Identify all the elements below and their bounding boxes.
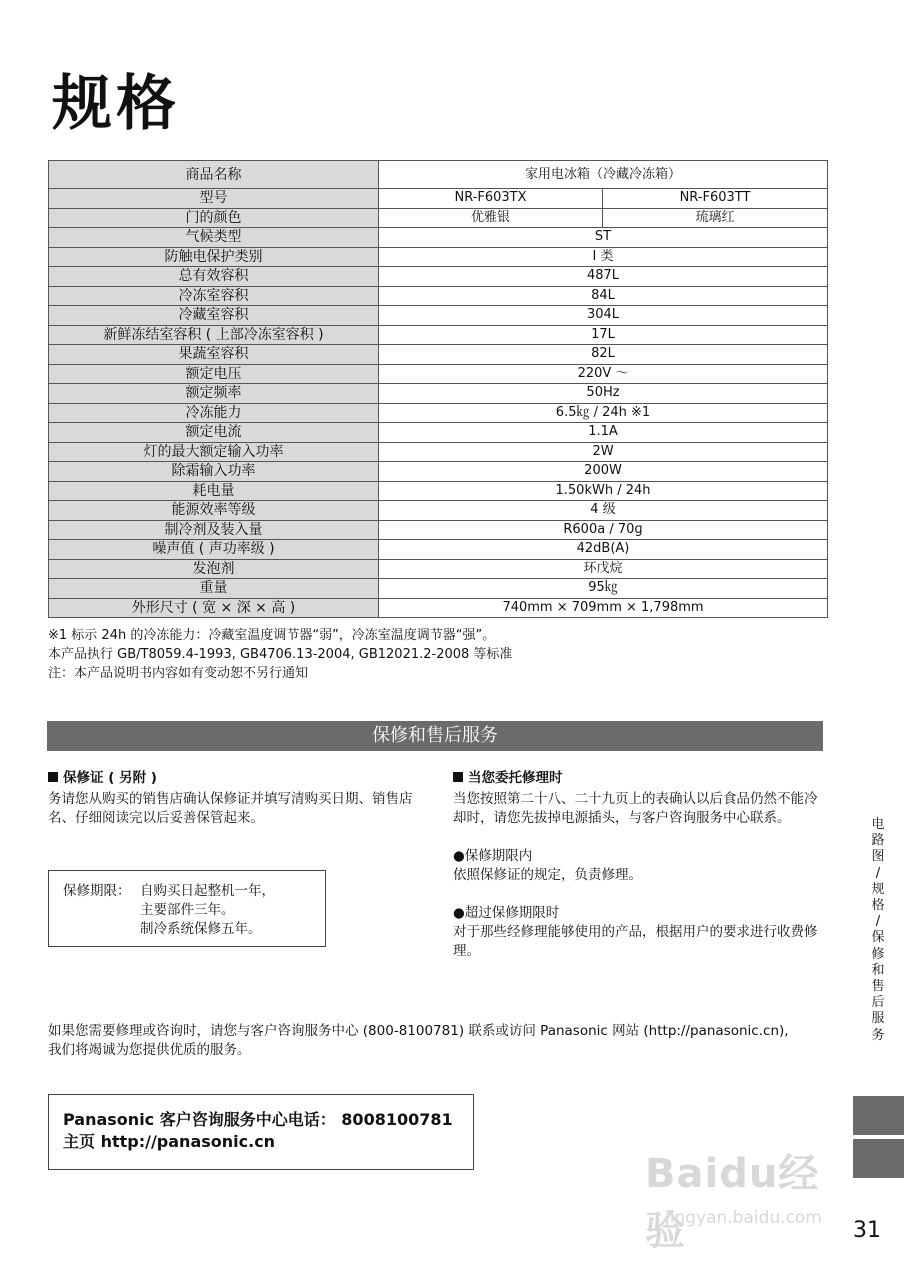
table-row	[49, 579, 828, 599]
spec-label-door-color: 门的颜色	[49, 208, 379, 228]
note-line: ※1 标示 24h 的冷冻能力：冷藏室温度调节器“弱”，冷冻室温度调节器“强”。	[48, 628, 496, 643]
spec-label-product-name: 商品名称	[49, 161, 379, 189]
spec-value: ST	[379, 228, 828, 248]
spec-label: 耗电量	[49, 481, 379, 501]
table-row	[49, 540, 828, 560]
table-row	[49, 384, 828, 404]
table-row	[49, 442, 828, 462]
warranty-line: 自购买日起整机一年，	[140, 883, 275, 899]
spec-value: 50Hz	[379, 384, 828, 404]
out-of-warranty-body: 对于那些经修理能够使用的产品，根据用户的要求进行收费修理。	[453, 924, 818, 959]
warranty-line: 制冷系统保修五年。	[140, 921, 262, 937]
spec-label: 额定频率	[49, 384, 379, 404]
table-row	[49, 161, 828, 189]
out-of-warranty-title: ●超过保修期限时	[453, 905, 560, 921]
spec-value: 487L	[379, 267, 828, 287]
spec-label-model: 型号	[49, 189, 379, 209]
spec-label: 发泡剂	[49, 559, 379, 579]
spec-value: 环戊烷	[379, 559, 828, 579]
spec-value: 1.50kWh / 24h	[379, 481, 828, 501]
table-row	[49, 345, 828, 365]
baidu-watermark	[645, 1138, 850, 1254]
table-row	[49, 481, 828, 501]
spec-value: 1.1A	[379, 423, 828, 443]
contact-text-2: 我们将竭诚为您提供优质的服务。	[48, 1042, 251, 1058]
table-row	[49, 520, 828, 540]
table-row	[49, 286, 828, 306]
spec-label: 能源效率等级	[49, 501, 379, 521]
spec-value-color-silver: 优雅银	[379, 208, 603, 228]
spec-label: 重量	[49, 579, 379, 599]
spec-value-model-tx: NR-F603TX	[379, 189, 603, 209]
table-row	[49, 325, 828, 345]
table-row	[49, 267, 828, 287]
section-title-service: 保修和售后服务	[47, 721, 823, 751]
table-row	[49, 559, 828, 579]
in-warranty-body: 依照保修证的规定，负责修理。	[453, 867, 642, 883]
table-row	[49, 306, 828, 326]
chapter-marker-block	[853, 1096, 904, 1135]
spec-value: 6.5㎏ / 24h ※1	[379, 403, 828, 423]
spec-label: 防触电保护类别	[49, 247, 379, 267]
spec-label: 冷藏室容积	[49, 306, 379, 326]
warranty-period-label: 保修期限：	[63, 883, 131, 899]
spec-label: 额定电流	[49, 423, 379, 443]
spec-notes	[48, 626, 512, 683]
warranty-period-lines	[140, 882, 275, 939]
spec-value: 220V ～	[379, 364, 828, 384]
note-line: 注：本产品说明书内容如有变动恕不另行通知	[48, 666, 309, 681]
spec-label: 噪声值 ( 声功率级 )	[49, 540, 379, 560]
table-row	[49, 462, 828, 482]
table-row	[49, 208, 828, 228]
homepage-link[interactable]: 主页 http://panasonic.cn	[63, 1132, 276, 1151]
spec-label: 总有效容积	[49, 267, 379, 287]
spec-value: 200W	[379, 462, 828, 482]
contact-text: 如果您需要修理或咨询时，请您与客户咨询服务中心 (800-8100781) 联系或访问 Panasonic 网站 (http://panasonic.cn),	[48, 1023, 789, 1039]
table-row	[49, 189, 828, 209]
hotline-phone: Panasonic 客户咨询服务中心电话： 8008100781	[63, 1110, 453, 1129]
spec-label: 除霜输入功率	[49, 462, 379, 482]
hotline-box	[48, 1094, 474, 1170]
spec-label: 新鲜冻结室容积 ( 上部冷冻室容积 )	[49, 325, 379, 345]
page-number: 31	[853, 1218, 881, 1243]
spec-value-color-red: 琉璃红	[603, 208, 828, 228]
table-row	[49, 403, 828, 423]
spec-label: 额定电压	[49, 364, 379, 384]
spec-value: 84L	[379, 286, 828, 306]
side-chapter-tab: 电 路 图 / 规 格 / 保 修 和 售 后 服 务	[871, 817, 885, 1043]
repair-heading: 当您委托修理时	[453, 769, 833, 788]
spec-value: 4 级	[379, 501, 828, 521]
table-row	[49, 364, 828, 384]
spec-value: 304L	[379, 306, 828, 326]
table-row	[49, 423, 828, 443]
spec-label: 制冷剂及装入量	[49, 520, 379, 540]
watermark-logo: Baidu经验	[645, 1151, 820, 1254]
repair-request-section	[453, 769, 833, 961]
warranty-line: 主要部件三年。	[140, 902, 235, 918]
spec-label: 冷冻能力	[49, 403, 379, 423]
chapter-marker-block	[853, 1139, 904, 1178]
spec-label: 气候类型	[49, 228, 379, 248]
page-title: 规格	[52, 69, 180, 139]
spec-value: I 类	[379, 247, 828, 267]
repair-body: 当您按照第二十八、二十九页上的表确认以后食品仍然不能冷却时，请您先拔掉电源插头，与客户咨询服务中心联系。	[453, 791, 818, 826]
warranty-period-box	[48, 870, 326, 947]
spec-label: 冷冻室容积	[49, 286, 379, 306]
note-line: 本产品执行 GB/T8059.4-1993, GB4706.13-2004, GB12021.2-2008 等标准	[48, 647, 513, 662]
spec-value-model-tt: NR-F603TT	[603, 189, 828, 209]
table-row	[49, 247, 828, 267]
table-row	[49, 501, 828, 521]
warranty-card-section	[48, 769, 428, 828]
spec-label: 果蔬室容积	[49, 345, 379, 365]
spec-value: R600a / 70ɡ	[379, 520, 828, 540]
spec-table	[48, 160, 828, 618]
spec-value: 2W	[379, 442, 828, 462]
spec-value: 17L	[379, 325, 828, 345]
warranty-heading: 保修证 ( 另附 )	[48, 769, 428, 788]
spec-value: 740mm × 709mm × 1,798mm	[379, 598, 828, 618]
spec-value: 95㎏	[379, 579, 828, 599]
in-warranty-title: ●保修期限内	[453, 848, 533, 864]
spec-value-product-name: 家用电冰箱（冷藏冷冻箱）	[379, 161, 828, 189]
table-row	[49, 228, 828, 248]
watermark-url: jingyan.baidu.com	[665, 1208, 822, 1228]
square-bullet-icon	[453, 772, 463, 782]
spec-label: 外形尺寸 ( 宽 × 深 × 高 )	[49, 598, 379, 618]
spec-value: 42dB(A)	[379, 540, 828, 560]
spec-value: 82L	[379, 345, 828, 365]
contact-paragraph	[48, 1022, 818, 1060]
warranty-body: 务请您从购买的销售店确认保修证并填写清购买日期、销售店名、仔细阅读完以后妥善保管起来。	[48, 791, 413, 826]
spec-label: 灯的最大额定输入功率	[49, 442, 379, 462]
table-row	[49, 598, 828, 618]
square-bullet-icon	[48, 772, 58, 782]
